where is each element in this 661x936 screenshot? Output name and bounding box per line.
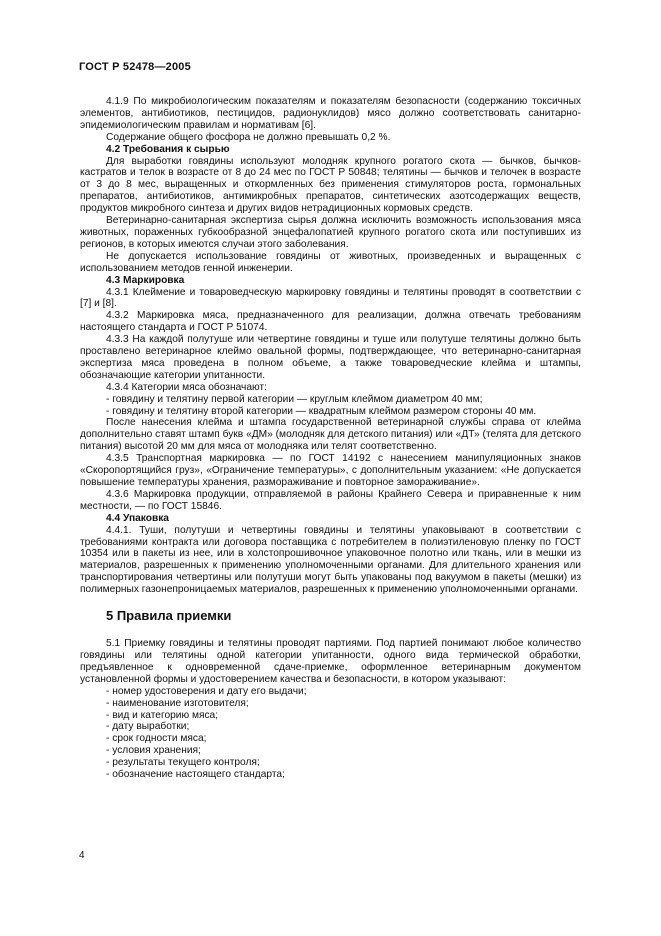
list-item: - номер удостоверения и дату его выдачи;	[106, 685, 307, 697]
clause-4-3-6: 4.3.6 Маркировка продукции, отправляемой в районы Крайнего Севера и приравненные к ним местности, — по ГОСТ 15846.	[80, 488, 581, 512]
acceptance-list	[80, 686, 581, 781]
section-5-title: 5 Правила приемки	[106, 608, 232, 624]
document-code-header: ГОСТ Р 52478—2005	[79, 61, 191, 73]
heading-4-3: 4.3 Маркировка	[106, 274, 185, 286]
page-number: 4	[79, 850, 85, 861]
phosphorus-limit: Содержание общего фосфора не должно превышать 0,2 %.	[106, 131, 391, 143]
raw-material-paragraph-2: Ветеринарно-санитарная экспертиза сырья должна исключить возможность использования мяса животных, пораженных губкообразной энцефалопатией крупного рогатого скота или поступивших из регионов, в которых имеются случаи этого заболевания.	[80, 215, 581, 250]
list-item: - говядину и телятину второй категории — квадратным клеймом размером стороны 40 мм.	[106, 405, 537, 417]
list-item: - обозначение настоящего стандарта;	[106, 769, 285, 781]
raw-material-paragraph-1: Для выработки говядины используют молодняк крупного рогатого скота — бычков, бычков-кастратов и телок в возрасте от 8 до 24 мес по ГОСТ Р 50848; телятины — бычков и телочек в возрасте от 3 до 8 мес, выращенных и откормленных без применения стимуляторов роста, гормональных препаратов, антибиотиков, антимикробных препаратов, синтетических азотсодержащих веществ, продуктов микробного синтеза и других видов нетрадиционных кормовых средств.	[80, 155, 581, 215]
clause-4-3-4-stamp: После нанесения клейма и штампа государственной ветеринарной службы справа от клейма дополнительно ставят штамп букв «ДМ» (молодняк для детского питания) или «ДТ» (телята для детского питания) высотой 20 мм для мяса от молодняка или телят соответственно.	[80, 417, 581, 453]
raw-material-paragraph-3: Не допускается использование говядины от животных, произведенных и выращенных с использованием методов генной инженерии.	[80, 250, 581, 274]
clause-5-1: 5.1 Приемку говядины и телятины проводят партиями. Под партией понимают любое количество говядины или телятины одной категории упитанности, одного вида термической обработки, предъявленное к одновременной сдаче-приемке, оформленное ветеринарным документом установленной формы и удостоверением качества и безопасности, в котором указывают:	[80, 638, 581, 685]
heading-4-2: 4.2 Требования к сырью	[106, 143, 230, 155]
clause-4-3-3: 4.3.3 На каждой полутуше или четвертине говядины и туше или полутуше телятины должно быть проставлено ветеринарное клеймо овальной формы, подтверждающее, что ветеринарно-санитарная экспертиза мяса проведена в полном объеме, а также товароведческие клейма и штампы, обозначающие категории упитанности.	[80, 334, 581, 381]
list-item: - говядину и телятину первой категории — круглым клеймом диаметром 40 мм;	[106, 393, 483, 405]
clause-4-1-9: 4.1.9 По микробиологическим показателям и показателям безопасности (содержанию токсичных элементов, антибиотиков, пестицидов, радионуклидов) мясо должно соответствовать санитарно-эпидемиологическим правилам и нормативам [6].	[80, 96, 581, 131]
list-item: - результаты текущего контроля;	[106, 757, 260, 769]
list-item: - наименование изготовителя;	[106, 697, 249, 709]
list-item: - вид и категорию мяса;	[106, 709, 219, 721]
list-item: - срок годности мяса;	[106, 733, 207, 745]
clause-4-3-5: 4.3.5 Транспортная маркировка — по ГОСТ 14192 с нанесением манипуляционных знаков «Скоропортящийся груз», «Ограничение температуры», с дополнительным указанием: «Не допускается повышение температуры хранения, размораживание и повторное замораживание».	[80, 453, 581, 488]
clause-4-3-4: 4.3.4 Категории мяса обозначают:	[106, 381, 267, 393]
heading-4-4: 4.4 Упаковка	[106, 512, 169, 524]
list-item: - дату выработки;	[106, 721, 190, 733]
page-content	[80, 96, 581, 781]
clause-4-3-1: 4.3.1 Клеймение и товароведческую маркировку говядины и телятины проводят в соответствии с [7] и [8].	[80, 286, 581, 310]
list-item: - условия хранения;	[106, 745, 201, 757]
clause-4-3-2: 4.3.2 Маркировка мяса, предназначенного для реализации, должна отвечать требованиям настоящего стандарта и ГОСТ Р 51074.	[80, 310, 581, 334]
clause-4-4-1: 4.4.1. Туши, полутуши и четвертины говядины и телятины упаковывают в соответствии с требованиями контракта или договора поставщика с потребителем в полиэтиленовую пленку по ГОСТ 10354 или в пакеты из нее, или в холстопрошивочное упаковочное полотно или ткань, или в мешки из материалов, разрешенных к применению уполномоченными органами. Для длительного хранения или транспортирования четвертины или полутуши могут быть упакованы под вакуумом в пакеты (мешки) из полимерных газонепроницаемых материалов, разрешенных к применению уполномоченными органами.	[80, 524, 581, 596]
